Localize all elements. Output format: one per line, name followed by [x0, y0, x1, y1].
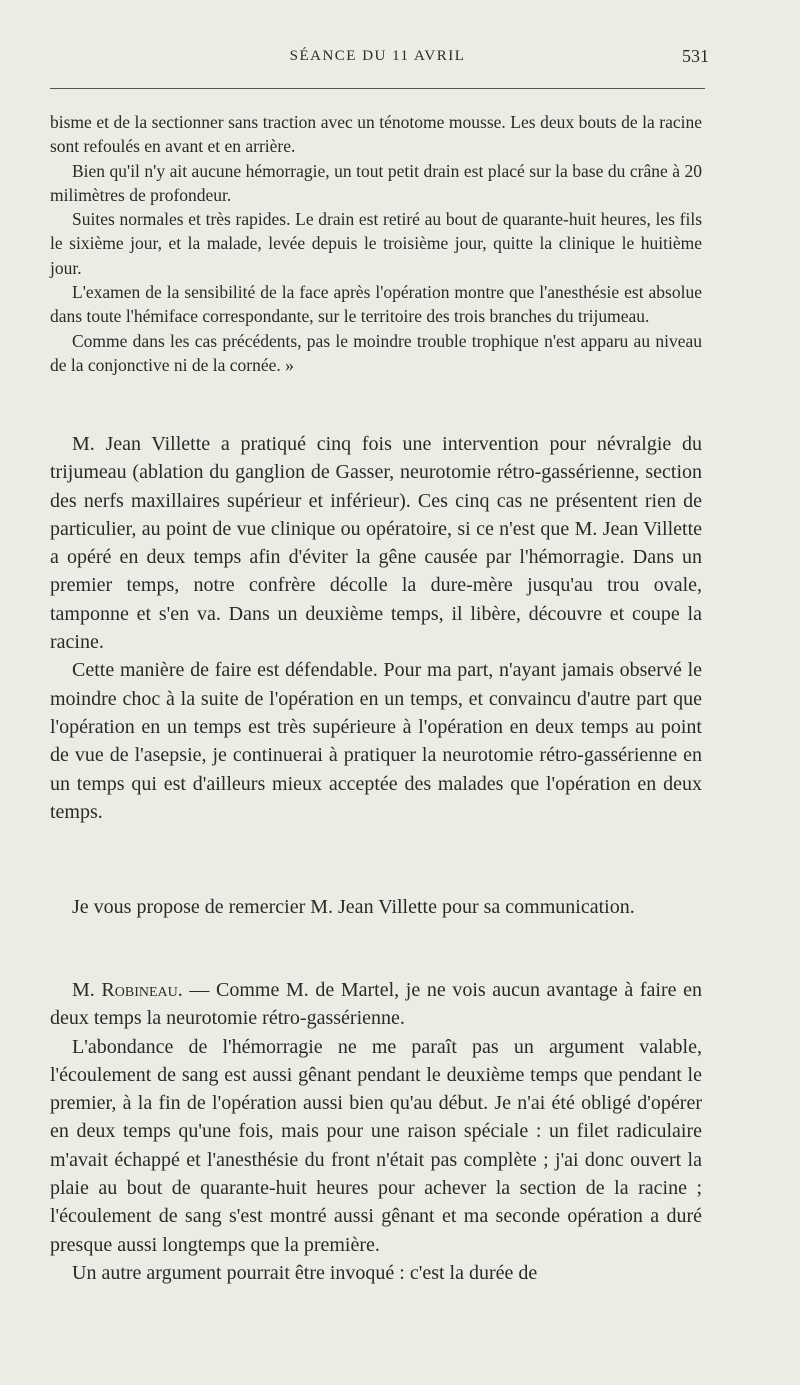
paragraph: Cette manière de faire est défendable. Pour ma part, n'ayant jamais observé le moindre choc à la suite de l'opération en un temps, et convaincu d'autre part que l'opération en un temps est très supérieure à l'opération en deux temps au point de vue de l'asepsie, je continuerai à pratiquer la neurotomie rétro-gassérienne en un temps qui est d'ailleurs mieux acceptée des malades que l'opération en deux temps.: [50, 659, 702, 823]
paragraph: Un autre argument pourrait être invoqué : c'est la durée de: [72, 1261, 538, 1284]
paragraph: Suites normales et très rapides. Le drain est retiré au bout de quarante-huit heures, les fils le sixième jour, et la malade, levée depuis le troisième jour, quitte la clinique le huitième jour.: [50, 209, 702, 278]
page-number: 531: [682, 46, 709, 66]
running-title: SÉANCE DU 11 AVRIL: [289, 48, 466, 64]
header-rule: [50, 88, 705, 89]
paragraph: bisme et de la sectionner sans traction avec un ténotome mousse. Les deux bouts de la racine sont refoulés en avant et en arrière.: [50, 112, 702, 157]
proposal: [50, 893, 702, 921]
paragraph: [50, 976, 702, 1033]
speaker-name: Robineau.: [101, 979, 183, 1001]
speaker-prefix: M.: [72, 979, 102, 1001]
running-header: [50, 46, 709, 72]
paragraph: Bien qu'il n'y ait aucune hémorragie, un tout petit drain est placé sur la base du crâne à 20 milimètres de profondeur.: [50, 160, 702, 205]
paragraph-text: — Comme M. de Martel, je ne vois aucun avantage à faire en deux temps la neurotomie rétro-gassérienne.: [50, 979, 702, 1030]
case-report-continuation: [50, 110, 702, 377]
villette-commentary: [50, 430, 702, 826]
paragraph: Comme dans les cas précédents, pas le moindre trouble trophique n'est apparu au niveau de la conjonctive ni de la cornée. »: [50, 330, 702, 375]
paragraph: M. Jean Villette a pratiqué cinq fois une intervention pour névralgie du trijumeau (ablation du ganglion de Gasser, neurotomie rétro-gassérienne, section des nerfs maxillaires supérieur et inférieur). Ces cinq cas ne présentent rien de particulier, au point de vue clinique ou opératoire, si ce n'est que M. Jean Villette a opéré en deux temps afin d'éviter la gêne causée par l'hémorragie. Dans un premier temps, notre confrère décolle la dure-mère jusqu'au trou ovale, tamponne et s'en va. Dans un deuxième temps, il libère, découvre et coupe la racine.: [50, 433, 702, 654]
paragraph: L'abondance de l'hémorragie ne me paraît pas un argument valable, l'écoulement de sang est aussi gênant pendant le deuxième temps que pendant le premier, à la fin de l'opération aussi bien qu'au début. Je n'ai été obligé d'opérer en deux temps qu'une fois, mais pour une raison spéciale : un filet radiculaire m'avait échappé et l'anesthésie du front n'était pas complète ; j'ai donc ouvert la plaie au bout de quarante-huit heures pour achever la section de la racine ; l'écoulement de sang s'est montré aussi gênant et ma seconde opération a duré presque aussi longtemps que la première.: [50, 1035, 702, 1256]
robineau-response: [50, 976, 702, 1287]
paragraph: L'examen de la sensibilité de la face après l'opération montre que l'anesthésie est absolue dans toute l'hémiface correspondante, sur le territoire des trois branches du trijumeau.: [50, 282, 702, 327]
paragraph: Je vous propose de remercier M. Jean Villette pour sa communication.: [72, 896, 635, 918]
